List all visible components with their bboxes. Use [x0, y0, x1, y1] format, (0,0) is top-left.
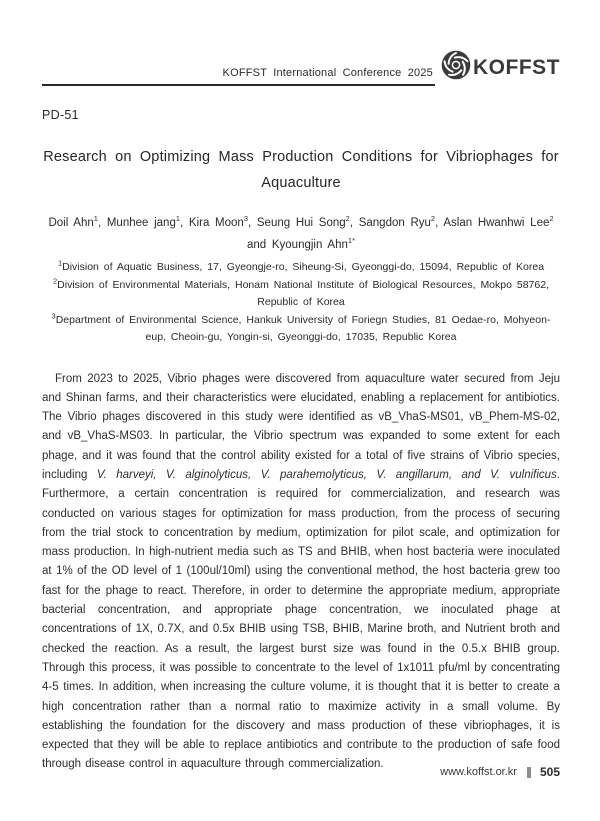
- author-name: Kira Moon: [188, 217, 244, 229]
- affiliation-sup: 1: [57, 258, 63, 268]
- affiliation-list: [42, 259, 560, 347]
- author-separator: ,: [248, 217, 257, 229]
- footer-url: www.koffst.or.kr: [440, 766, 517, 778]
- paper-title-line1: Research on Optimizing Mass Production Conditions for Vibriophages for: [43, 149, 559, 165]
- affiliation-1: [48, 259, 554, 277]
- author-name: Aslan Hwanhwi Lee: [443, 217, 550, 229]
- author-name: Doil Ahn: [48, 217, 94, 229]
- abstract-text: . Furthermore, a certain concentration is required for commercialization, and research was conducted on various stages for optimization for mass production, from the process of securing from the trial stock to concentration by medium, optimization for pilot scale, and optimization for mass production. In high-nutrient media such as TS and BHIB, when host bacteria were inoculated at 1% of the OD level of 1 (100ul/10ml) using the conventional method, the host bacteria grew too fast for the phage to react. Therefore, in order to determine the appropriate medium, appropriate bacterial concentration, and appropriate phage concentration, we inoculated phage at concentrations of 1X, 0.7X, and 0.5x BHIB using TSB, BHIB, Marine broth, and Nutrient broth and checked the reaction. As a result, the largest burst size was found in the 0.5.x BHIB group. Through this process, it was possible to concentrate to the level of 1x1011 pfu/ml by concentrating 4-5 times. In addition, when increasing the culture volume, it is thought that it is better to create a high concentration rather than a normal ratio to maximize activity in a small volume. By establishing the foundation for the discovery and mass production of these vibriophages, it is expected that they will be able to replace antibiotics and contribute to the production of safe food through disease control in aquaculture through commercialization.: [42, 468, 560, 771]
- affiliation-sup: 2: [53, 276, 58, 285]
- author-name: Seung Hui Song: [256, 217, 346, 229]
- author-separator: ,: [349, 217, 359, 229]
- author-list: [42, 212, 560, 256]
- author-affil-sup: 2: [430, 214, 436, 224]
- author-line-1: [42, 212, 560, 234]
- author-name: Sangdon Ryu: [358, 217, 431, 229]
- author-name: and Kyoungjin Ahn: [246, 239, 348, 251]
- affiliation-sup: 3: [51, 311, 56, 320]
- conference-title: KOFFST International Conference 2025: [42, 67, 435, 86]
- paper-title: [42, 144, 560, 196]
- koffst-logo: [441, 50, 560, 86]
- abstract-paragraph: [42, 370, 560, 775]
- affiliation-2: [48, 277, 554, 312]
- author-separator: ,: [97, 217, 107, 229]
- paper-id: PD-51: [42, 108, 79, 122]
- affiliation-text: Division of Aquatic Business, 17, Gyeongje-ro, Siheung-Si, Gyeonggi-do, 15094, Republic of Korea: [62, 261, 545, 273]
- abstract-text: From 2023 to 2025, Vibrio phages were discovered from aquaculture water secured from Jeju and Shinan farms, and their characteristics were elucidated, enabling a replacement for antibiotics. The Vibrio phages discovered in this study were identified as vB_VhaS-MS01, vB_Phem-MS-02, and vB_VhaS-MS03. In particular, the Vibrio spectrum was expanded to some extent for each phage, and it was found that the control ability existed for a total of five strains of Vibrio species, including: [42, 372, 560, 481]
- footer-divider-bar: [527, 767, 531, 778]
- author-separator: ,: [435, 217, 444, 229]
- koffst-logo-text: KOFFST: [473, 55, 560, 79]
- page-footer: [440, 765, 560, 779]
- author-separator: ,: [180, 217, 189, 229]
- author-affil-sup: 3: [243, 214, 248, 224]
- page-number: 505: [539, 765, 560, 779]
- koffst-swirl-icon: [441, 50, 471, 85]
- author-line-2: [42, 234, 560, 256]
- species-names-italic: V. harveyi, V. alginolyticus, V. parahemolyticus, V. angillarum, and V. vulnificus: [96, 468, 557, 481]
- author-affil-sup: 2: [345, 214, 350, 224]
- author-affil-sup: 1*: [347, 236, 355, 246]
- affiliation-text: Department of Environmental Science, Hankuk University of Foriegn Studies, 81 Oedae-ro, Mohyeon-eup, Cheoin-gu, Yongin-si, Gyeonggi-do, 17035, Republic Korea: [55, 313, 551, 343]
- affiliation-3: [48, 312, 554, 347]
- author-affil-sup: 2: [549, 214, 554, 224]
- affiliation-text: Division of Environmental Materials, Honam National Institute of Biological Resources, Mokpo 58762, Republic of Korea: [57, 278, 549, 308]
- author-affil-sup: 1: [93, 214, 98, 224]
- author-affil-sup: 1: [175, 214, 181, 224]
- paper-title-line2: Aquaculture: [261, 175, 341, 191]
- page-header: [42, 50, 560, 86]
- author-name: Munhee jang: [106, 217, 176, 229]
